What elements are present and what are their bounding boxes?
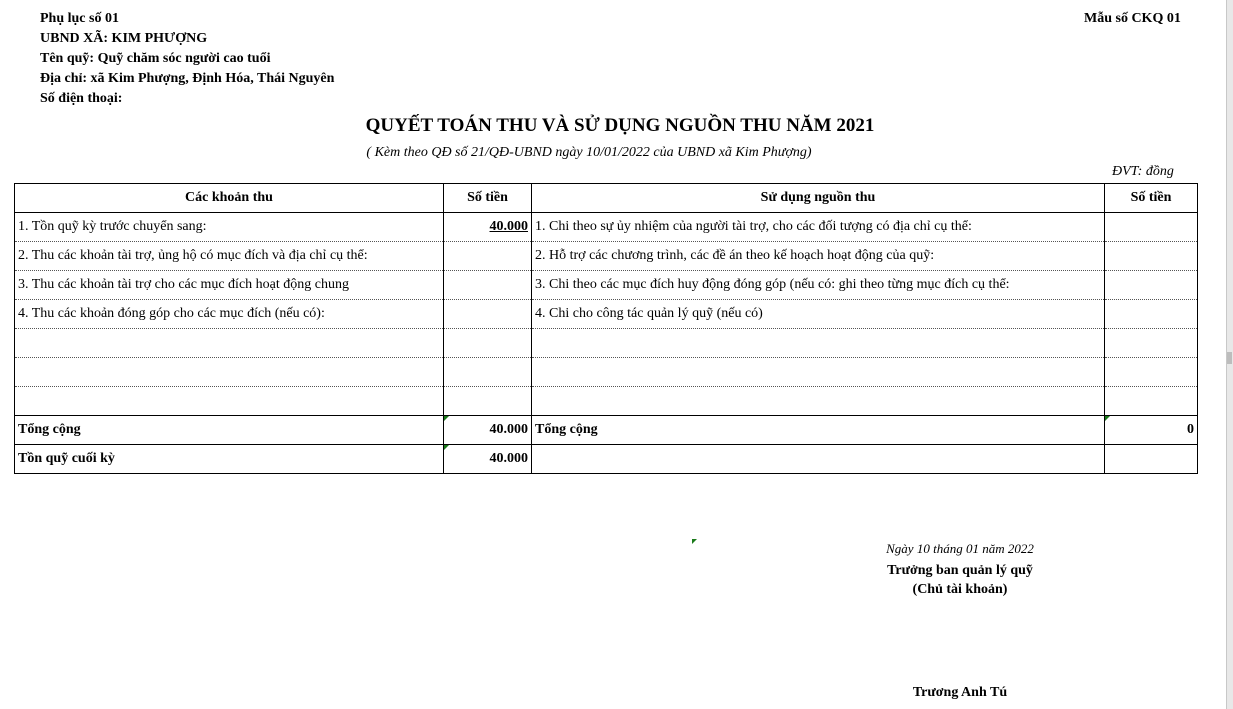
appendix-label: Phụ lục số 01: [40, 11, 119, 26]
usage-cell[interactable]: 1. Chi theo sự ủy nhiệm của người tài trợ, cho các đối tượng có địa chỉ cụ thể:: [532, 213, 1105, 242]
signature-position: Trưởng ban quản lý quỹ: [887, 563, 1033, 578]
usage-amount-cell[interactable]: [1105, 300, 1198, 329]
empty-cell[interactable]: [532, 358, 1105, 387]
ending-balance-amount[interactable]: 40.000: [444, 445, 532, 474]
income-cell[interactable]: 1. Tồn quỹ kỳ trước chuyển sang:: [15, 213, 444, 242]
empty-row: [15, 358, 1198, 387]
committee-name: UBND XÃ: KIM PHƯỢNG: [40, 31, 208, 46]
usage-cell[interactable]: 3. Chi theo các mục đích huy động đóng góp (nếu có: ghi theo từng mục đích cụ thể:: [532, 271, 1105, 300]
income-amount-cell[interactable]: [444, 271, 532, 300]
empty-row: [15, 329, 1198, 358]
total-row: [15, 416, 1198, 445]
total-income-label[interactable]: Tổng cộng: [15, 416, 444, 445]
total-usage-amount[interactable]: 0: [1105, 416, 1198, 445]
usage-cell[interactable]: 4. Chi cho công tác quản lý quỹ (nếu có): [532, 300, 1105, 329]
income-amount-value: 40.000: [489, 219, 528, 234]
table-row: [15, 300, 1198, 329]
table-row: [15, 213, 1198, 242]
income-cell[interactable]: 2. Thu các khoản tài trợ, ủng hộ có mục đích và địa chỉ cụ thể:: [15, 242, 444, 271]
empty-cell[interactable]: [444, 358, 532, 387]
empty-cell[interactable]: [1105, 387, 1198, 416]
income-cell[interactable]: 3. Thu các khoản tài trợ cho các mục đích hoạt động chung: [15, 271, 444, 300]
signer-name: Trương Anh Tú: [912, 685, 1008, 700]
empty-cell[interactable]: [15, 329, 444, 358]
settlement-table: [14, 183, 1198, 474]
empty-cell[interactable]: [15, 358, 444, 387]
ending-balance-label[interactable]: Tồn quỹ cuối kỳ: [15, 445, 444, 474]
fund-name: Tên quỹ: Quỹ chăm sóc người cao tuổi: [40, 51, 271, 66]
fund-phone: Số điện thoại:: [40, 91, 123, 106]
ending-balance-row: [15, 445, 1198, 474]
total-income-amount[interactable]: 40.000: [444, 416, 532, 445]
table-row: [15, 271, 1198, 300]
fund-address: Địa chỉ: xã Kim Phượng, Định Hóa, Thái Nguyên: [40, 71, 335, 86]
cell-comment-marker: [692, 539, 697, 544]
income-cell[interactable]: 4. Thu các khoản đóng góp cho các mục đích (nếu có):: [15, 300, 444, 329]
col-header-income-amount[interactable]: Số tiền: [444, 184, 532, 213]
col-header-usage-amount[interactable]: Số tiền: [1105, 184, 1198, 213]
scrollbar-thumb[interactable]: [1227, 352, 1232, 364]
empty-cell[interactable]: [532, 445, 1105, 474]
empty-cell[interactable]: [1105, 329, 1198, 358]
signature-date: Ngày 10 tháng 01 năm 2022: [886, 541, 1034, 556]
document-title: QUYẾT TOÁN THU VÀ SỬ DỤNG NGUỒN THU NĂM 2021: [365, 115, 875, 136]
table-row: [15, 242, 1198, 271]
empty-row: [15, 387, 1198, 416]
currency-unit: ĐVT: đồng: [1112, 164, 1174, 179]
empty-cell[interactable]: [15, 387, 444, 416]
document-subtitle: ( Kèm theo QĐ số 21/QĐ-UBND ngày 10/01/2022 của UBND xã Kim Phượng): [366, 145, 812, 160]
empty-cell[interactable]: [444, 387, 532, 416]
income-amount-cell[interactable]: [444, 213, 532, 242]
empty-cell[interactable]: [444, 329, 532, 358]
empty-cell[interactable]: [1105, 445, 1198, 474]
total-usage-label[interactable]: Tổng cộng: [532, 416, 1105, 445]
signature-role: (Chủ tài khoản): [912, 582, 1008, 597]
col-header-income[interactable]: Các khoản thu: [15, 184, 444, 213]
income-amount-cell[interactable]: [444, 242, 532, 271]
empty-cell[interactable]: [532, 387, 1105, 416]
income-amount-cell[interactable]: [444, 300, 532, 329]
col-header-usage[interactable]: Sử dụng nguồn thu: [532, 184, 1105, 213]
usage-amount-cell[interactable]: [1105, 213, 1198, 242]
table-header-row: [15, 184, 1198, 213]
usage-amount-cell[interactable]: [1105, 271, 1198, 300]
form-code: Mẫu số CKQ 01: [1084, 11, 1181, 26]
empty-cell[interactable]: [532, 329, 1105, 358]
usage-cell[interactable]: 2. Hỗ trợ các chương trình, các đề án theo kế hoạch hoạt động của quỹ:: [532, 242, 1105, 271]
usage-amount-cell[interactable]: [1105, 242, 1198, 271]
empty-cell[interactable]: [1105, 358, 1198, 387]
